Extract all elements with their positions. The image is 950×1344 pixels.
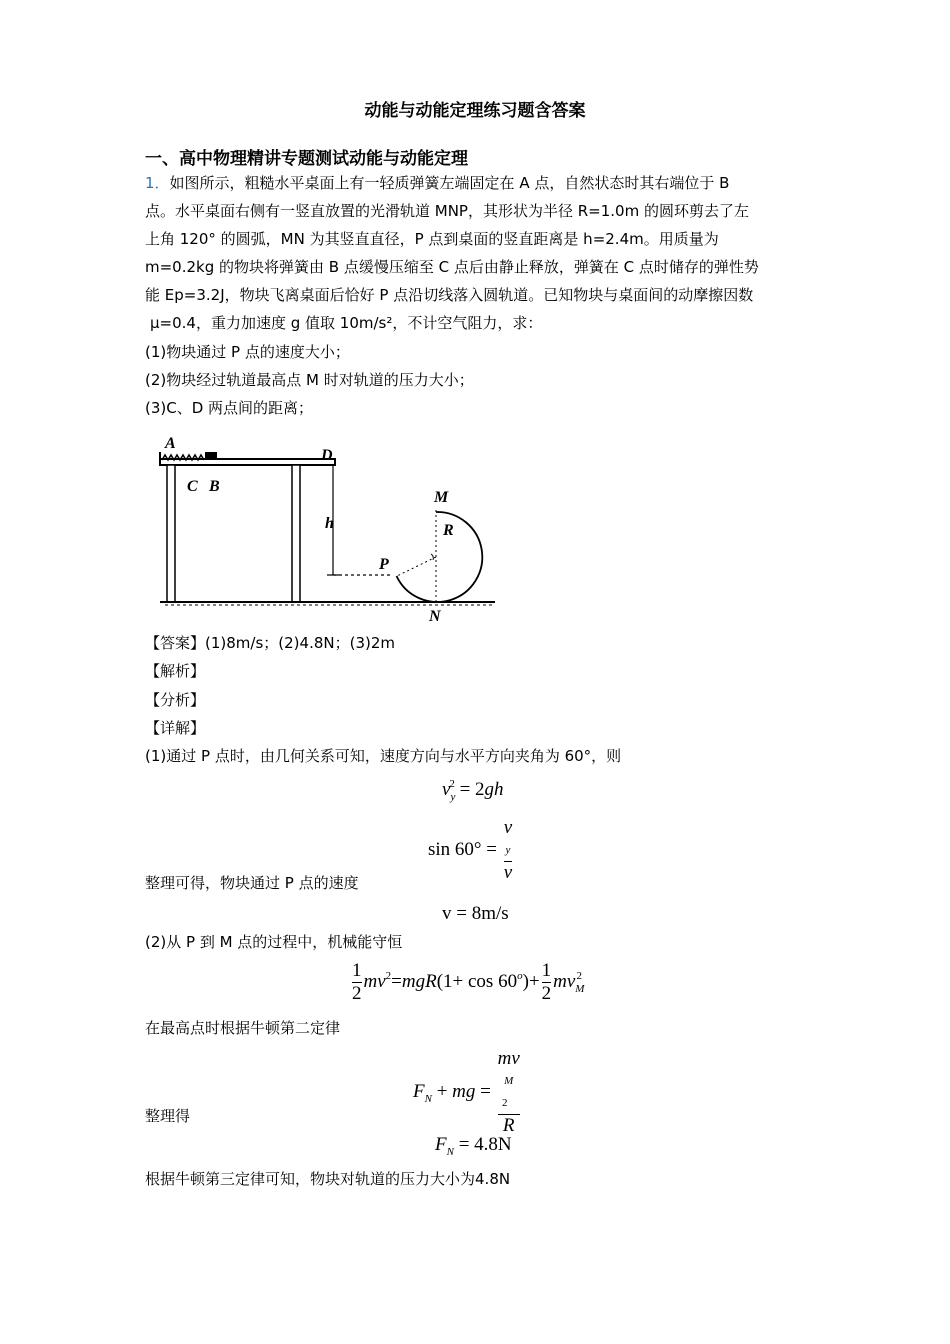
step2-newton: 在最高点时根据牛顿第二定律 [145,1019,341,1037]
physics-diagram [155,430,500,625]
detail-heading: 【详解】 [145,719,206,737]
document-title: 动能与动能定理练习题含答案 [364,101,586,121]
label-P: P [379,556,389,573]
block [205,452,217,460]
fenxi-heading: 【分析】 [145,691,206,709]
equation-newton-second: $F_N$ + mg = mv M 2 R [413,1048,520,1136]
step1-result-intro: 整理可得，物块通过 P 点的速度 [145,874,359,892]
label-R: R [443,522,454,539]
step2-conclusion: 根据牛顿第三定律可知，物块对轨道的压力大小为4.8N [145,1170,511,1188]
label-D: D [321,447,333,464]
label-B: B [209,478,220,495]
label-h: h [325,515,334,532]
sub-question-2: (2)物块经过轨道最高点 M 时对轨道的压力大小； [145,371,474,389]
table-leg-right [292,465,300,602]
equation-vy-squared: $v_y^2 = 2gh$ [442,778,504,803]
step2-result-intro: 整理得 [145,1107,191,1125]
label-A: A [165,435,176,452]
question-line-3: 上角 120° 的圆弧，MN 为其竖直直径，P 点到桌面的竖直距离是 h=2.4m。用质量为 [145,230,719,248]
sub-question-3: (3)C、D 两点间的距离； [145,399,314,417]
equation-energy-conservation: $\frac{1}{2}$ $mv^2=mgR(1+ \cos 60^o)+$ $\frac{1}{2}$ $mv_M^2$ [352,960,585,1004]
question-line-4: m=0.2kg 的物块将弹簧由 B 点缓慢压缩至 C 点后由静止释放，弹簧在 C 点时储存的弹性势 [145,258,759,276]
question-line-5: 能 Ep=3.2J，物块飞离桌面后恰好 P 点沿切线落入圆轨道。已知物块与桌面间的动摩擦因数 [145,286,754,304]
label-N: N [429,608,441,625]
question-number: 1． [145,174,170,192]
answer-line: 【答案】(1)8m/s；(2)4.8N；(3)2m [145,634,395,652]
label-M: M [434,489,449,506]
table-leg-left [167,465,175,602]
step2-intro: (2)从 P 到 M 点的过程中，机械能守恒 [145,933,403,951]
question-line-6: μ=0.4，重力加速度 g 值取 10m/s²，不计空气阻力，求： [150,314,543,332]
sub-question-1: (1)物块通过 P 点的速度大小； [145,343,350,361]
equation-fn-result: $F_N = 4.8N$ [435,1134,512,1158]
circular-track [397,512,483,602]
equation-v-result: v = 8m/s [442,903,509,924]
analysis-heading: 【解析】 [145,662,206,680]
section-heading: 一、高中物理精讲专题测试动能与动能定理 [145,149,468,169]
equation-sin60: sin 60° = v y v [428,817,513,883]
step1-intro: (1)通过 P 点时，由几何关系可知，速度方向与水平方向夹角为 60°，则 [145,747,622,765]
question-line-1: 1．如图所示，粗糙水平桌面上有一轻质弹簧左端固定在 A 点，自然状态时其右端位于 B [145,174,730,192]
label-C: C [187,478,198,495]
question-line-2: 点。水平桌面右侧有一竖直放置的光滑轨道 MNP，其形状为半径 R=1.0m 的圆环剪去了左 [145,202,749,220]
